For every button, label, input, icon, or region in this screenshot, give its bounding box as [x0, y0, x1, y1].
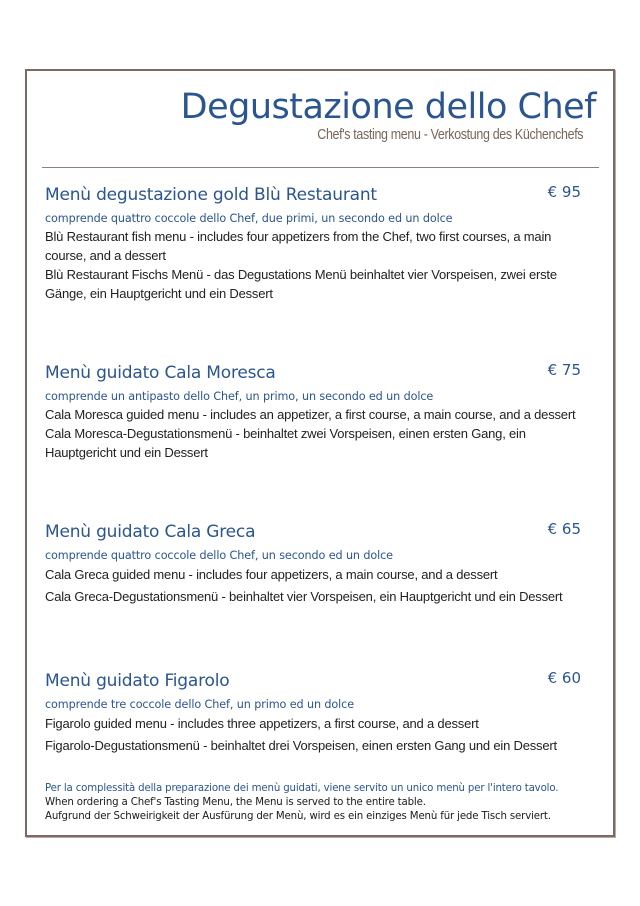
menu-item-header — [45, 185, 591, 211]
menu-frame — [25, 69, 615, 837]
menu-item-price: € 75 — [547, 361, 581, 379]
menu-item-english-desc: Cala Greca guided menu - includes four appetizers, a main course, and a dessert — [45, 567, 498, 582]
menu-item-header — [45, 363, 591, 389]
menu-item-name: Menù degustazione gold Blù Restaurant — [45, 185, 377, 205]
menu-item-german-desc: Figarolo-Degustationsmenü - beinhaltet drei Vorspeisen, einen ersten Gang und ein Dessert — [45, 738, 557, 753]
menu-item-english-desc: Blù Restaurant fish menu - includes four appetizers from the Chef, two first courses, a main course, and a dessert — [45, 229, 552, 263]
menu-item-price: € 60 — [547, 669, 581, 687]
menu-item-price: € 95 — [547, 183, 581, 201]
footnote-italian: Per la complessità della preparazione dei menù guidati, viene servito un unico menù per l'intero tavolo. — [45, 783, 559, 794]
menu-item-italian-desc: comprende tre coccole dello Chef, un primo ed un dolce — [45, 698, 354, 711]
footnote-german: Aufgrund der Schweirigkeit der Ausfürung der Menù, wird es ein einziges Menù für jede Tisch serviert. — [45, 811, 551, 822]
page-title: Degustazione dello Chef — [180, 87, 596, 127]
menu-item-name: Menù guidato Figarolo — [45, 671, 230, 691]
menu-item-figarolo — [45, 671, 591, 757]
menu-item-header — [45, 522, 591, 548]
menu-item-german-desc: Blù Restaurant Fischs Menü - das Degustations Menü beinhaltet vier Vorspeisen, zwei erste Gänge, ein Hauptgericht und ein Dessert — [45, 267, 557, 301]
menu-item-cala-moresca — [45, 363, 591, 462]
menu-item-header — [45, 671, 591, 697]
menu-item-price: € 65 — [547, 520, 581, 538]
footnote — [45, 782, 605, 824]
menu-item-name: Menù guidato Cala Moresca — [45, 363, 276, 383]
header-divider — [42, 167, 599, 168]
menu-item-name: Menù guidato Cala Greca — [45, 522, 256, 542]
menu-item-italian-desc: comprende un antipasto dello Chef, un primo, un secondo ed un dolce — [45, 390, 434, 403]
menu-item-english-desc: Figarolo guided menu - includes three appetizers, a first course, and a dessert — [45, 716, 479, 731]
menu-item-italian-desc: comprende quattro coccole dello Chef, due primi, un secondo ed un dolce — [45, 212, 453, 225]
menu-item-german-desc: Cala Greca-Degustationsmenü - beinhaltet vier Vorspeisen, ein Hauptgericht und ein Dessert — [45, 589, 563, 604]
menu-item-english-desc: Cala Moresca guided menu - includes an appetizer, a first course, a main course, and a dessert — [45, 407, 576, 422]
menu-item-cala-greca — [45, 522, 591, 608]
menu-item-gold-blu — [45, 185, 591, 303]
page-subtitle: Chef's tasting menu - Verkostung des Küchenchefs — [317, 127, 583, 143]
menu-item-german-desc: Cala Moresca-Degustationsmenü - beinhaltet zwei Vorspeisen, einen ersten Gang, ein Hauptgericht und ein Dessert — [45, 426, 526, 460]
footnote-english: When ordering a Chef's Tasting Menu, the Menu is served to the entire table. — [45, 797, 426, 808]
menu-item-italian-desc: comprende quattro coccole dello Chef, un secondo ed un dolce — [45, 549, 393, 562]
